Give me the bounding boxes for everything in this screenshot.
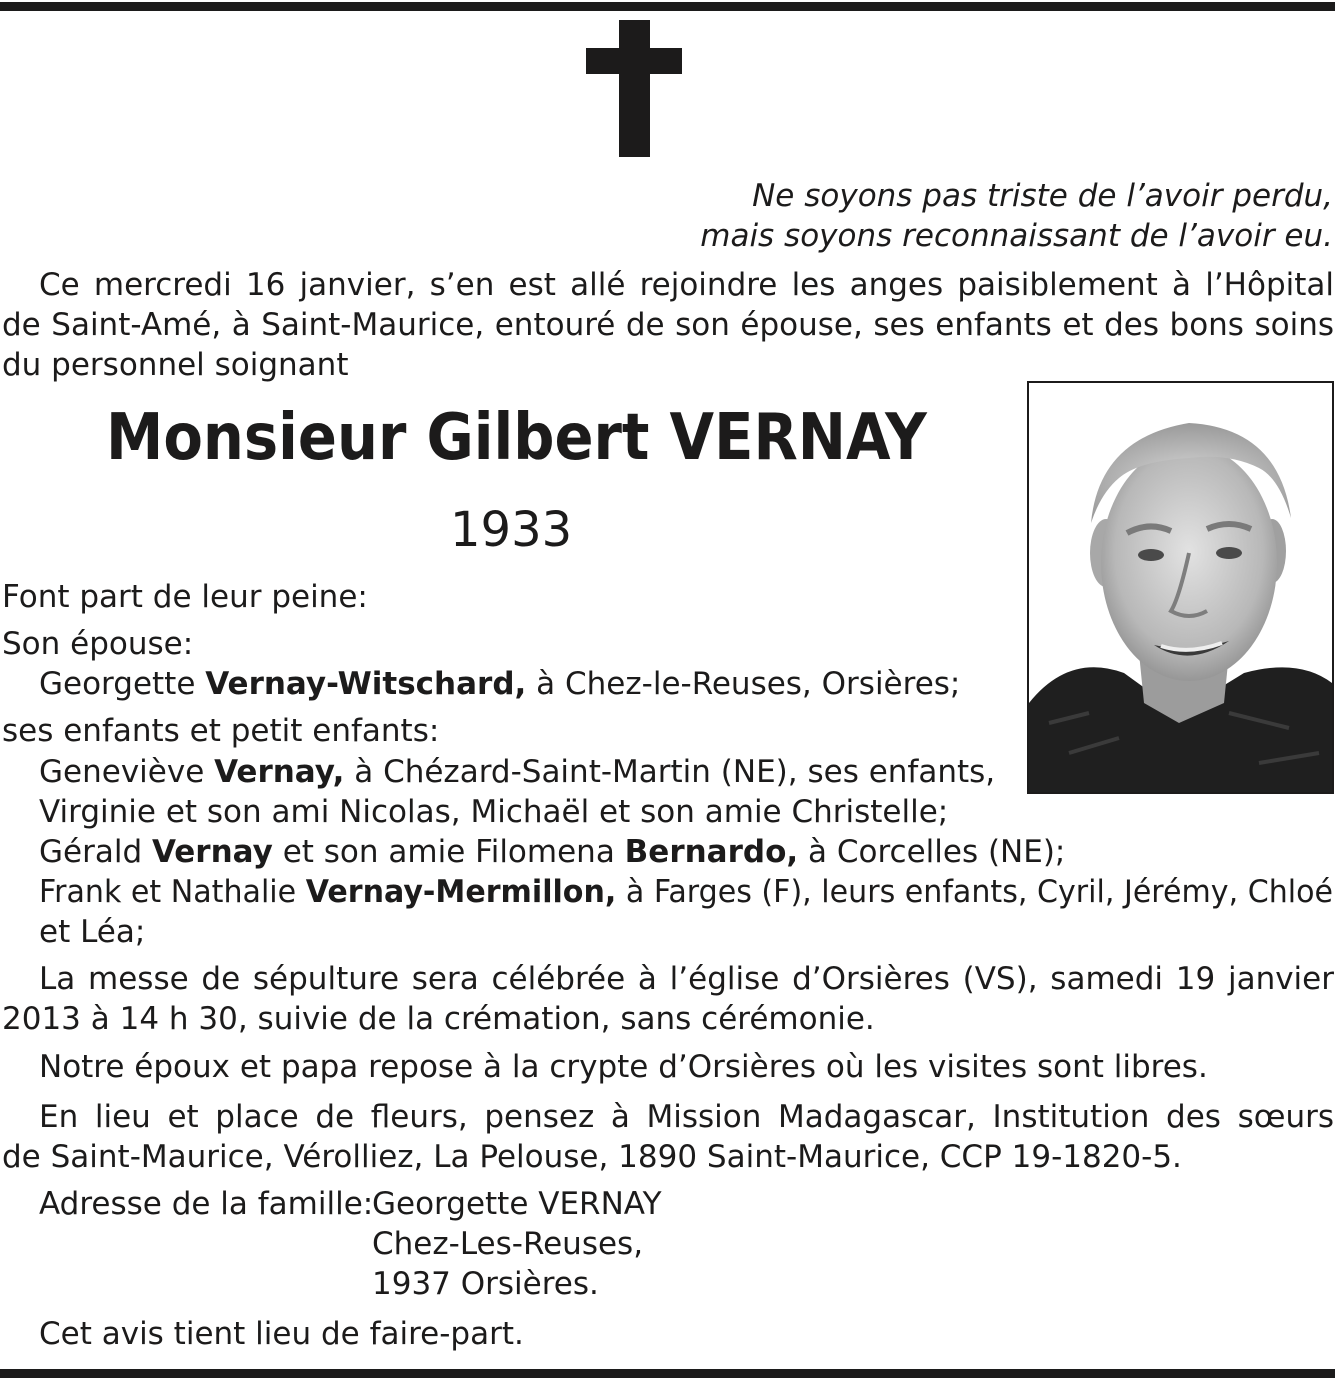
bottom-rule	[0, 1369, 1335, 1378]
address-line-3: 1937 Orsières.	[372, 1266, 599, 1302]
child-entry-3: Frank et Nathalie Vernay-Mermillon, à Farges (F), leurs enfants, Cyril, Jérémy, Chloé	[39, 874, 1334, 910]
birth-year: 1933	[450, 502, 573, 558]
family-heading: Font part de leur peine:	[2, 579, 368, 615]
children-label: ses enfants et petit enfants:	[2, 713, 440, 749]
address-line-2: Chez-Les-Reuses,	[372, 1226, 644, 1262]
closing-note: Cet avis tient lieu de faire-part.	[39, 1316, 524, 1352]
mass-line-2: 2013 à 14 h 30, suivie de la crémation, sans cérémonie.	[2, 1001, 875, 1037]
child-entry-2: Gérald Vernay et son amie Filomena Bernardo, à Corcelles (NE);	[39, 834, 1066, 870]
intro-line-3: du personnel soignant	[2, 347, 349, 383]
child-entry-3-continued: et Léa;	[39, 914, 146, 950]
spouse-label: Son épouse:	[2, 626, 194, 662]
donation-line-1: En lieu et place de fleurs, pensez à Mission Madagascar, Institution des sœurs	[39, 1099, 1334, 1135]
rest-place: Notre époux et papa repose à la crypte d’Orsières où les visites sont libres.	[39, 1049, 1208, 1085]
mass-line-1: La messe de sépulture sera célébrée à l’église d’Orsières (VS), samedi 19 janvier	[39, 961, 1334, 997]
intro-line-1: Ce mercredi 16 janvier, s’en est allé rejoindre les anges paisiblement à l’Hôpital	[39, 267, 1334, 303]
child-entry-1-continued: Virginie et son ami Nicolas, Michaël et son amie Christelle;	[39, 794, 949, 830]
address-label: Adresse de la famille:	[39, 1186, 374, 1222]
epigraph-line-2: mais soyons reconnaissant de l’avoir eu.	[700, 218, 1333, 254]
top-rule	[0, 2, 1335, 11]
epigraph-line-1: Ne soyons pas triste de l’avoir perdu,	[752, 178, 1333, 214]
intro-line-2: de Saint-Amé, à Saint-Maurice, entouré de son épouse, ses enfants et des bons soins	[2, 307, 1334, 343]
address-line-1: Georgette VERNAY	[372, 1186, 662, 1222]
donation-line-2: de Saint-Maurice, Vérolliez, La Pelouse, 1890 Saint-Maurice, CCP 19-1820-5.	[2, 1139, 1182, 1175]
child-entry-1: Geneviève Vernay, à Chézard-Saint-Martin (NE), ses enfants,	[39, 754, 996, 790]
spouse-entry: Georgette Vernay-Witschard, à Chez-le-Reuses, Orsières;	[39, 666, 961, 702]
deceased-name: Monsieur Gilbert VERNAY	[106, 401, 927, 475]
portrait-photo	[1027, 381, 1334, 794]
